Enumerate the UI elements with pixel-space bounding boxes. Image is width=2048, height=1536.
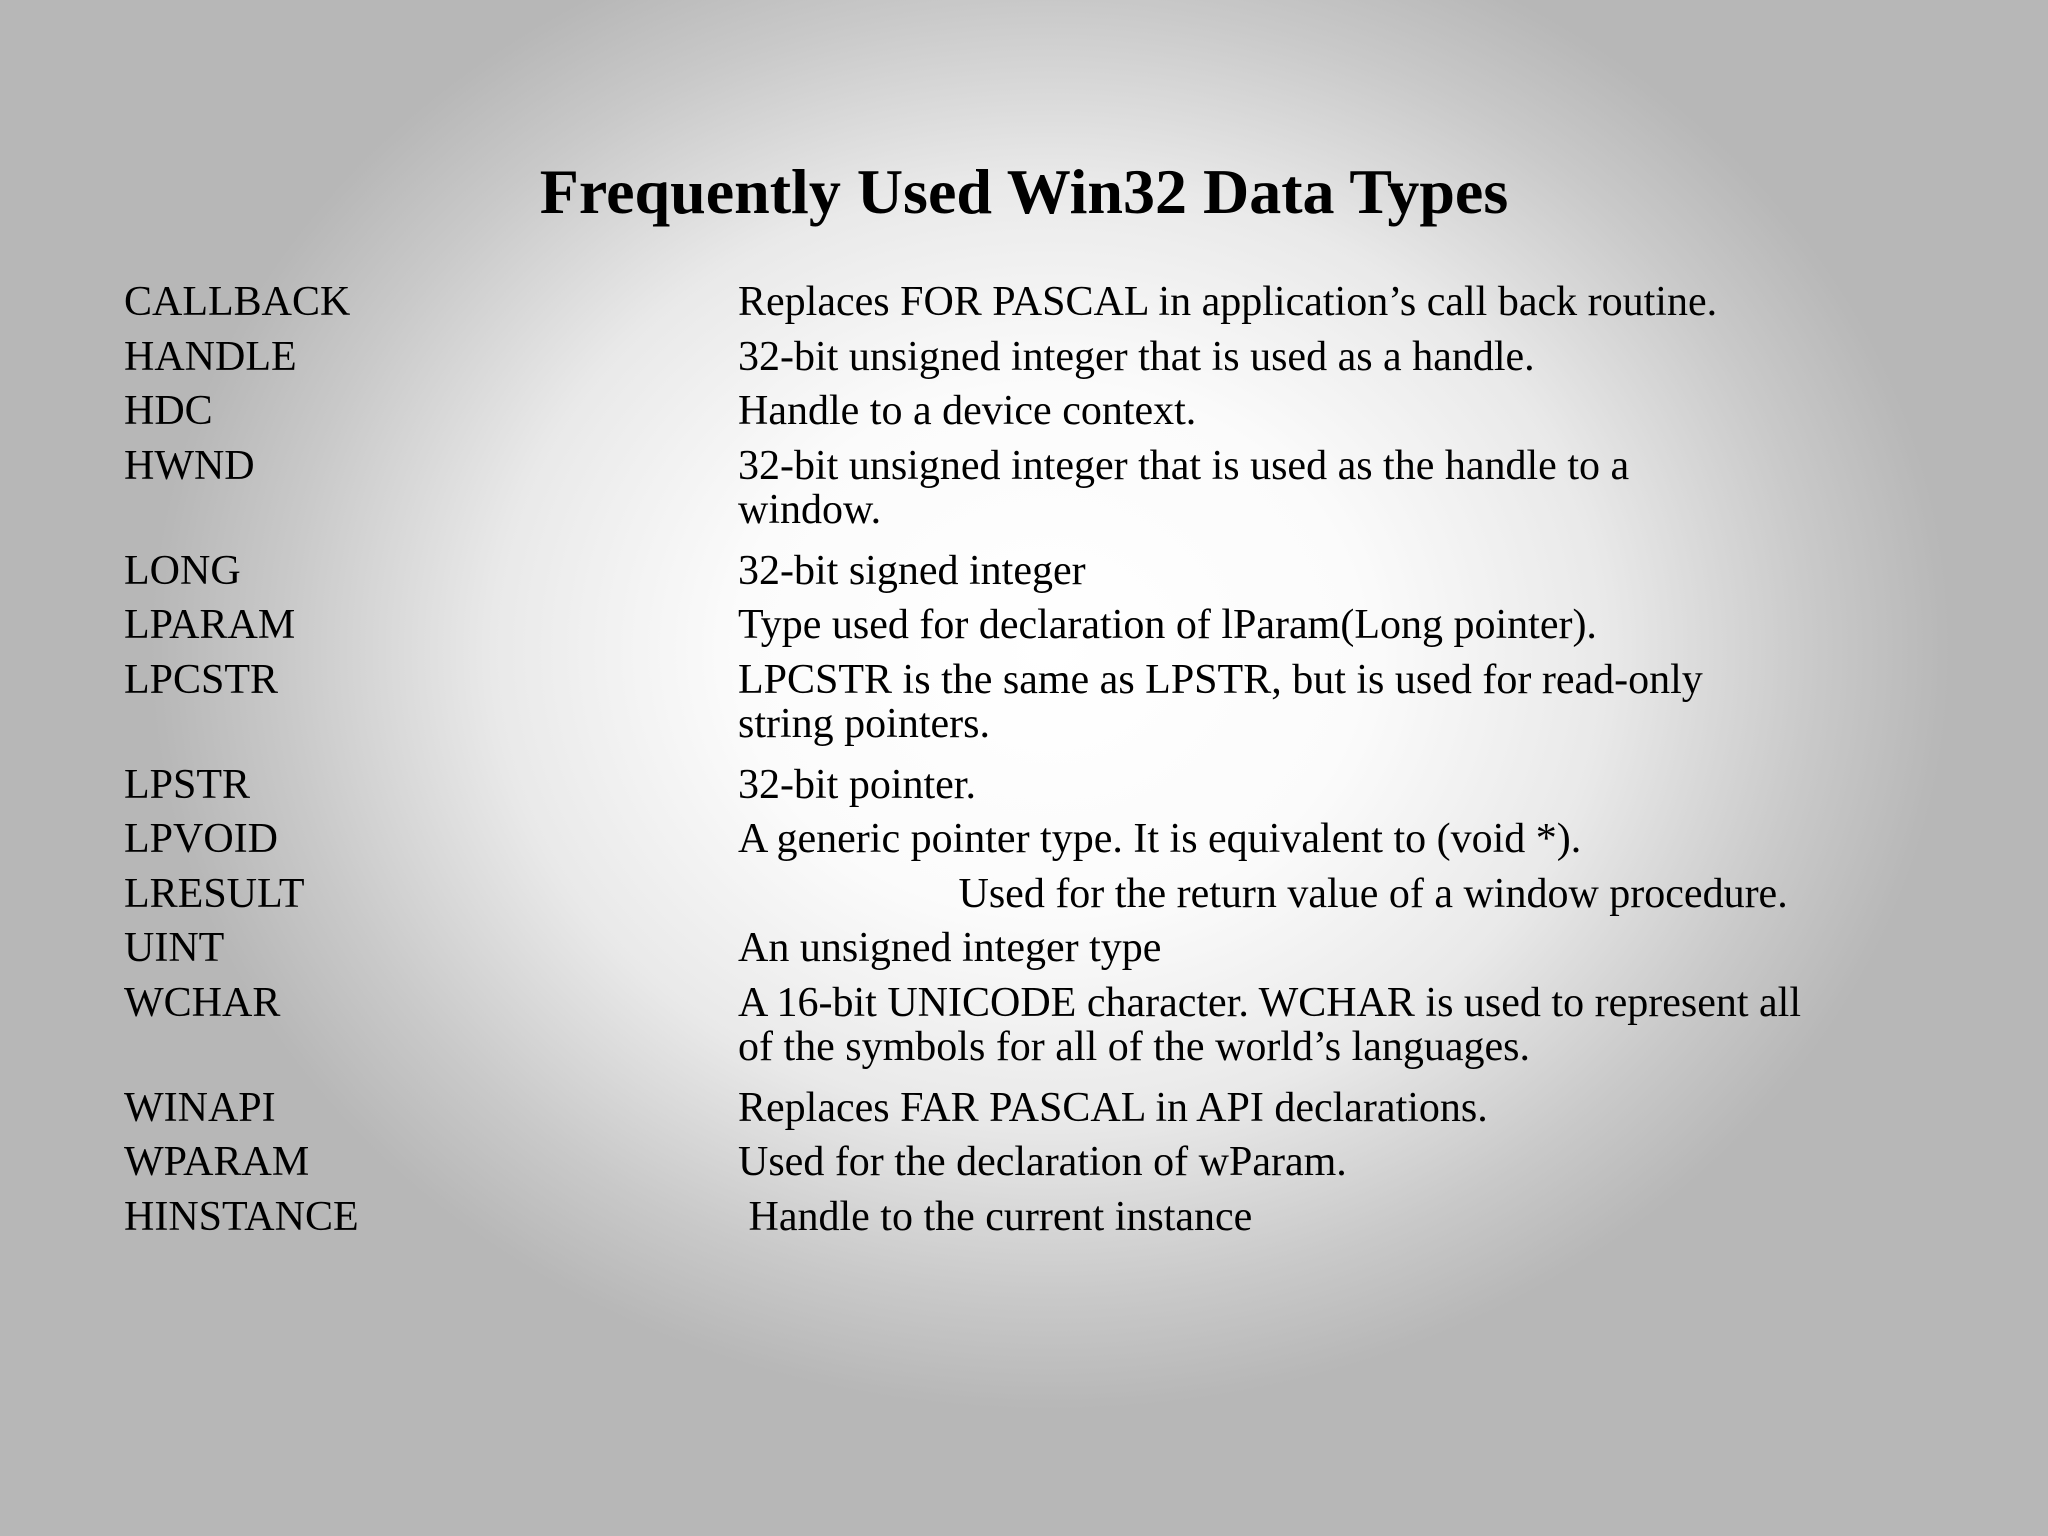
type-name: LPVOID bbox=[124, 816, 278, 862]
type-description: 32-bit unsigned integer that is used as a handle. bbox=[738, 333, 1535, 380]
type-name: HDC bbox=[124, 388, 213, 434]
table-row bbox=[124, 1081, 1924, 1136]
type-name: WCHAR bbox=[124, 979, 281, 1026]
type-description: Handle to a device context. bbox=[738, 388, 1197, 434]
type-description: Used for the return value of a window procedure. bbox=[738, 870, 1788, 917]
table-row bbox=[124, 758, 1924, 813]
data-types-table bbox=[124, 275, 1924, 1244]
table-row bbox=[124, 384, 1924, 439]
type-name: LONG bbox=[124, 547, 241, 594]
table-row bbox=[124, 275, 1924, 330]
type-description: Used for the declaration of wParam. bbox=[738, 1139, 1347, 1185]
type-name: LPSTR bbox=[124, 761, 251, 808]
type-description: 32-bit signed integer bbox=[738, 547, 1086, 594]
type-description: A 16-bit UNICODE character. WCHAR is used to represent all of the symbols for all of the world’s languages. bbox=[738, 979, 1801, 1070]
table-row bbox=[124, 921, 1924, 976]
table-row bbox=[124, 544, 1924, 599]
type-name: LPARAM bbox=[124, 602, 296, 648]
type-name: WPARAM bbox=[124, 1139, 310, 1185]
table-row bbox=[124, 812, 1924, 867]
type-description: Handle to the current instance bbox=[738, 1193, 1253, 1240]
table-row bbox=[124, 653, 1924, 746]
type-name: LPCSTR bbox=[124, 656, 279, 703]
type-name: HINSTANCE bbox=[124, 1193, 359, 1240]
type-description: Replaces FAR PASCAL in API declarations. bbox=[738, 1084, 1488, 1131]
table-row bbox=[124, 439, 1924, 532]
type-name: WINAPI bbox=[124, 1084, 276, 1131]
table-row bbox=[124, 598, 1924, 653]
type-description: An unsigned integer type bbox=[738, 925, 1162, 971]
type-description: Type used for declaration of lParam(Long pointer). bbox=[738, 602, 1597, 648]
type-description: 32-bit unsigned integer that is used as the handle to a window. bbox=[738, 442, 1630, 533]
type-description: A generic pointer type. It is equivalent to (void *). bbox=[738, 816, 1582, 862]
table-row bbox=[124, 976, 1924, 1069]
type-description: Replaces FOR PASCAL in application’s call back routine. bbox=[738, 279, 1718, 325]
type-name: HWND bbox=[124, 442, 255, 489]
table-row bbox=[124, 1190, 1924, 1245]
table-row bbox=[124, 1135, 1924, 1190]
type-name: LRESULT bbox=[124, 870, 305, 917]
type-description: LPCSTR is the same as LPSTR, but is used for read-only string pointers. bbox=[738, 656, 1703, 747]
type-name: CALLBACK bbox=[124, 279, 351, 325]
type-description: 32-bit pointer. bbox=[738, 761, 976, 808]
type-name: HANDLE bbox=[124, 333, 297, 380]
table-row bbox=[124, 867, 1924, 922]
slide-title: Frequently Used Win32 Data Types bbox=[539, 156, 1509, 227]
table-row bbox=[124, 330, 1924, 385]
type-name: UINT bbox=[124, 925, 225, 971]
